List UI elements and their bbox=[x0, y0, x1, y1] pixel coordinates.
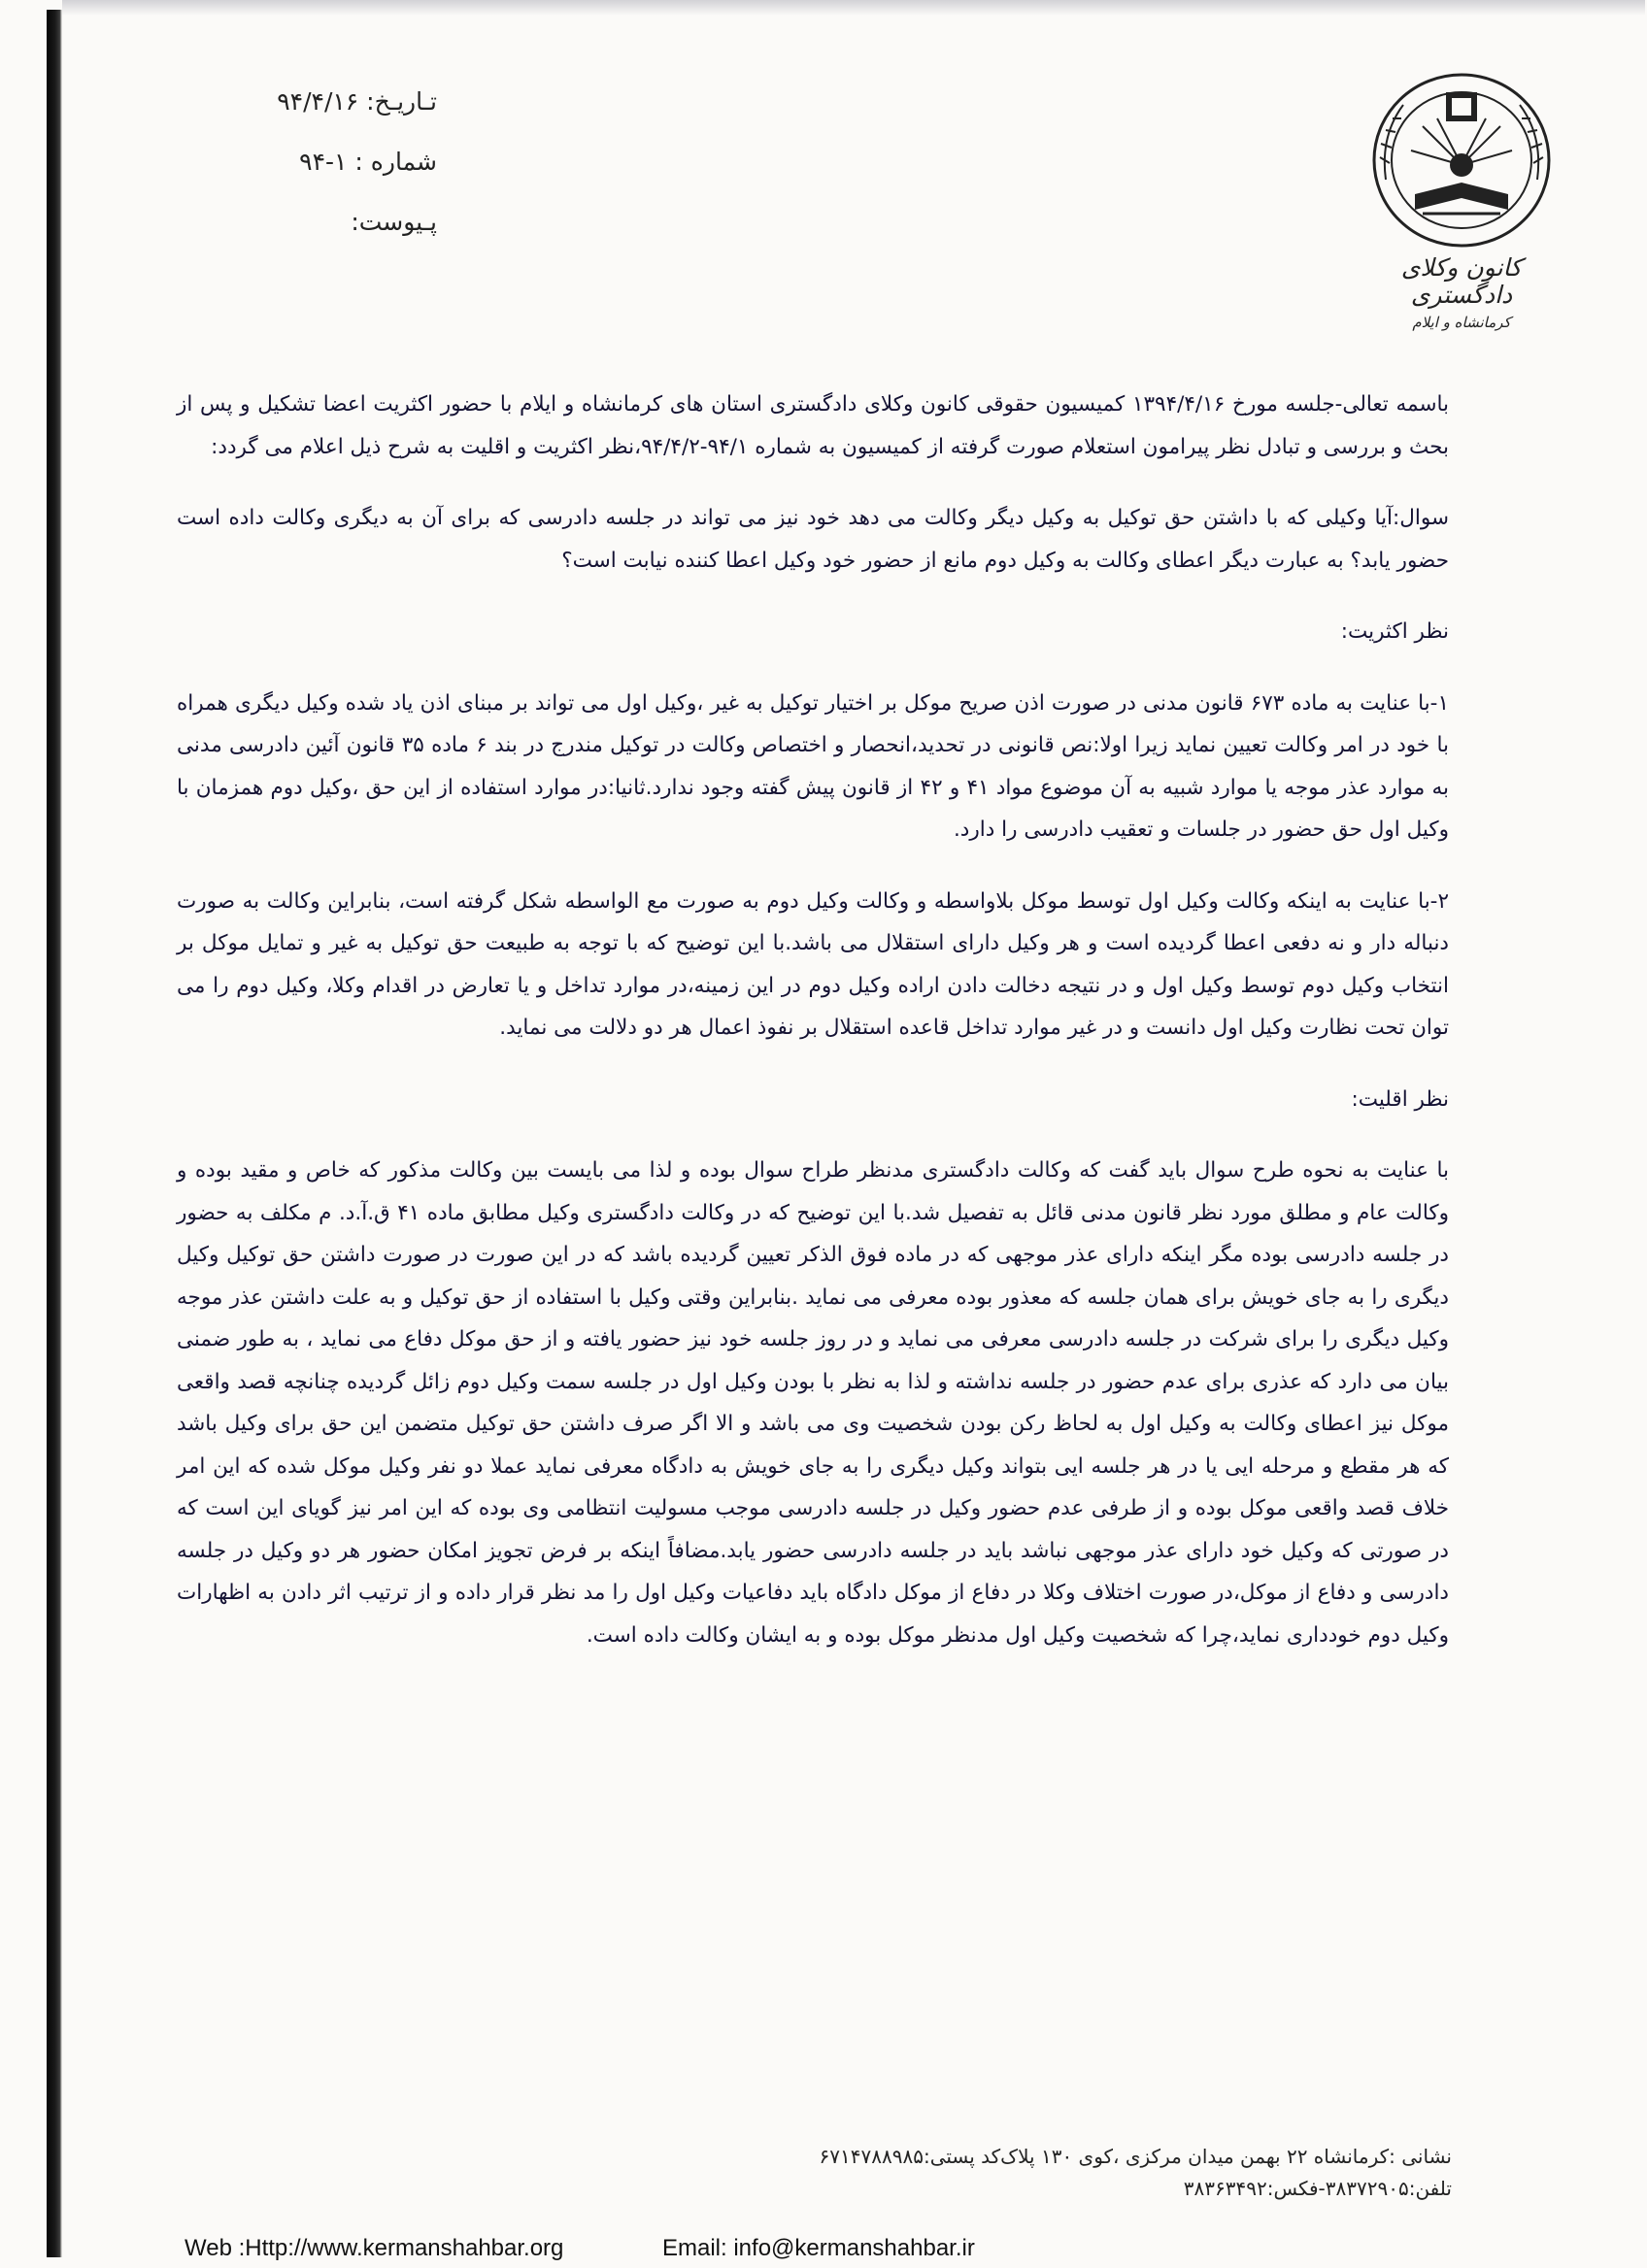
majority-point-1: ۱-با عنایت به ماده ۶۷۳ قانون مدنی در صورت اذن صریح موکل بر اختیار توکیل به غیر ،وکیل اول می تواند بر مبنای اذن یاد شده وکیل دیگری همراه با خود در امر وکالت تعیین نماید زیرا اولا:نص قانونی در تحدید،انحصار و اختصاص وکالت در توکیل مندرج در بند ۶ ماده ۳۵ قانون آئین دادرسی مدنی به موارد عذر موجه یا موارد شبیه به آن موضوع مواد ۴۱ و ۴۲ از قانون پیش گفته وجود ندارد.ثانیا:در موارد استفاده از این حق ،وکیل دوم همزمان با وکیل اول حق حضور در جلسات و تعقیب دادرسی را دارد. bbox=[177, 690, 1450, 842]
footer-phone: تلفن:۳۸۳۷۲۹۰۵-فکس:۳۸۳۶۳۴۹۲ bbox=[1183, 2177, 1452, 2200]
letter-body bbox=[177, 384, 1449, 1685]
seal-caption bbox=[1364, 254, 1559, 336]
majority-point-2: ۲-با عنایت به اینکه وکالت وکیل اول توسط موکل بلاواسطه و وکالت وکیل دوم به صورت مع الواسطه شکل گرفته است، بنابراین وکالت به صورت دنباله دار و نه دفعی اعطا گردیده است و هر وکیل دارای استقلال می باشد.با این توضیح که با توجه به طبیعت حق توکیل به غیر و تمایل موکل بر انتخاب وکیل دوم توسط وکیل اول و در نتیجه دخالت دادن اراده وکیل دوم در این زمینه،در موارد تداخل و یا تعارض در اقدام وکلا، وکیل دوم را می توان تحت نظارت وکیل اول دانست و در غیر موارد تداخل قاعده استقلال بر نفوذ اعمال هر دو دلالت می نماید. bbox=[177, 888, 1449, 1040]
seal-title: کانون وکلای دادگستری bbox=[1400, 253, 1523, 309]
question-paragraph: سوال:آیا وکیلی که با داشتن حق توکیل به وکیل دیگر وکالت می دهد خود نیز می تواند در جلسه دادرسی که برای آن به دیگری وکالت داده است حضور یابد؟ به عبارت دیگر اعطای وکالت به وکیل دوم مانع از حضور خود وکیل اعطا کننده نیابت است؟ bbox=[177, 506, 1449, 573]
scan-shadow-top bbox=[62, 0, 1645, 16]
footer-email-link[interactable]: Email: info@kermanshahbar.ir bbox=[662, 2235, 975, 2261]
seal-subtitle: کرمانشاه و ایلام bbox=[1412, 314, 1511, 331]
number-field: شماره : ۱-۹۴ bbox=[299, 148, 437, 176]
intro-paragraph: باسمه تعالی-جلسه مورخ ۱۳۹۴/۴/۱۶ کمیسیون حقوقی کانون وکلای دادگستری استان های کرمانشاه و ایلام با حضور اکثریت اعضا تشکیل و پس از بحث و بررسی و تبادل نظر پیرامون استعلام صورت گرفته از کمیسیون به شماره ۹۴/۱-۹۴/۴/۲،نظر اکثریت و اقلیت به شرح ذیل اعلام می گردد: bbox=[177, 392, 1449, 459]
footer-website-link[interactable]: Web :Http://www.kermanshahbar.org bbox=[185, 2235, 564, 2261]
letter-meta bbox=[185, 87, 437, 268]
footer-contact bbox=[398, 2141, 1452, 2205]
attachment-field: پـیوست: bbox=[351, 208, 437, 236]
scan-border-left bbox=[47, 10, 62, 2257]
footer-address: نشانی :کرمانشاه ۲۲ بهمن میدان مرکزی ،کوی ۱۳۰ پلاک‌کد پستی:۶۷۱۴۷۸۸۹۸۵ bbox=[819, 2145, 1452, 2168]
minority-heading: نظر اقلیت: bbox=[1351, 1086, 1449, 1112]
majority-heading: نظر اکثریت: bbox=[1340, 619, 1449, 644]
date-field: تـاریـخ: ۹۴/۴/۱۶ bbox=[277, 87, 437, 116]
minority-paragraph: با عنایت به نحوه طرح سوال باید گفت که وکالت دادگستری مدنظر طراح سوال بوده و لذا می بایست بین وکالت مذکور که خاص و مقید بوده و وکالت عام و مطلق مورد نظر قانون مدنی قائل به تفصیل شد.با این توضیح که در وکالت دادگستری وکیل مطابق ماده ۴۱ ق.آ.د. م مکلف به حضور در جلسه دادرسی بوده مگر اینکه دارای عذر موجهی که در ماده فوق الذکر تعیین گردیده باشد که در این صورت در صورت داشتن حق توکیل وکیل دیگری را به جای خویش برای همان جلسه که معذور بوده معرفی می نماید .بنابراین وقتی وکیل با استفاده از حق توکیل و به علت داشتن عذر موجه وکیل دیگری را برای شرکت در جلسه دادرسی معرفی می نماید و در روز جلسه خود نیز حضور یافته و از حق موکل دفاع می نماید ، به طور ضمنی بیان می دارد که عذری برای عدم حضور در جلسه نداشته و لذا به نظر با بودن وکیل اول در جلسه سمت وکیل دوم زائل گردیده چنانچه قصد واقعی موکل نیز اعطای وکالت به وکیل اول به لحاظ رکن بودن شخصیت وی می باشد و الا اگر صرف داشتن حق توکیل متضمن این حق برای وکیل باشد که هر مقطع و مرحله ایی یا در هر جلسه ایی بتواند وکیل دیگری را به جای خویش به دادگاه معرفی نماید عملا دو نفر وکیل موکل شده که این امر خلاف قصد واقعی موکل بوده و از طرفی عدم حضور وکیل در جلسه دادرسی موجب مسولیت انتظامی وی بوده که این امر نیز گویای این است که در صورتی که وکیل خود دارای عذر موجهی نباشد باید در جلسه دادرسی حضور یابد.مضافاً اینکه بر فرض تجویز امکان حضور هر دو وکیل در جلسه دادرسی و دفاع از موکل،در صورت اختلاف وکلا در دفاع از موکل دادگاه باید دفاعیات وکیل اول را مد نظر قرار داده و از ترتیب اثر دادن به اظهارات وکیل دوم خودداری نماید،چرا که شخصیت وکیل اول مدنظر موکل بوده و به ایشان وکالت داده است. bbox=[177, 1158, 1449, 1648]
